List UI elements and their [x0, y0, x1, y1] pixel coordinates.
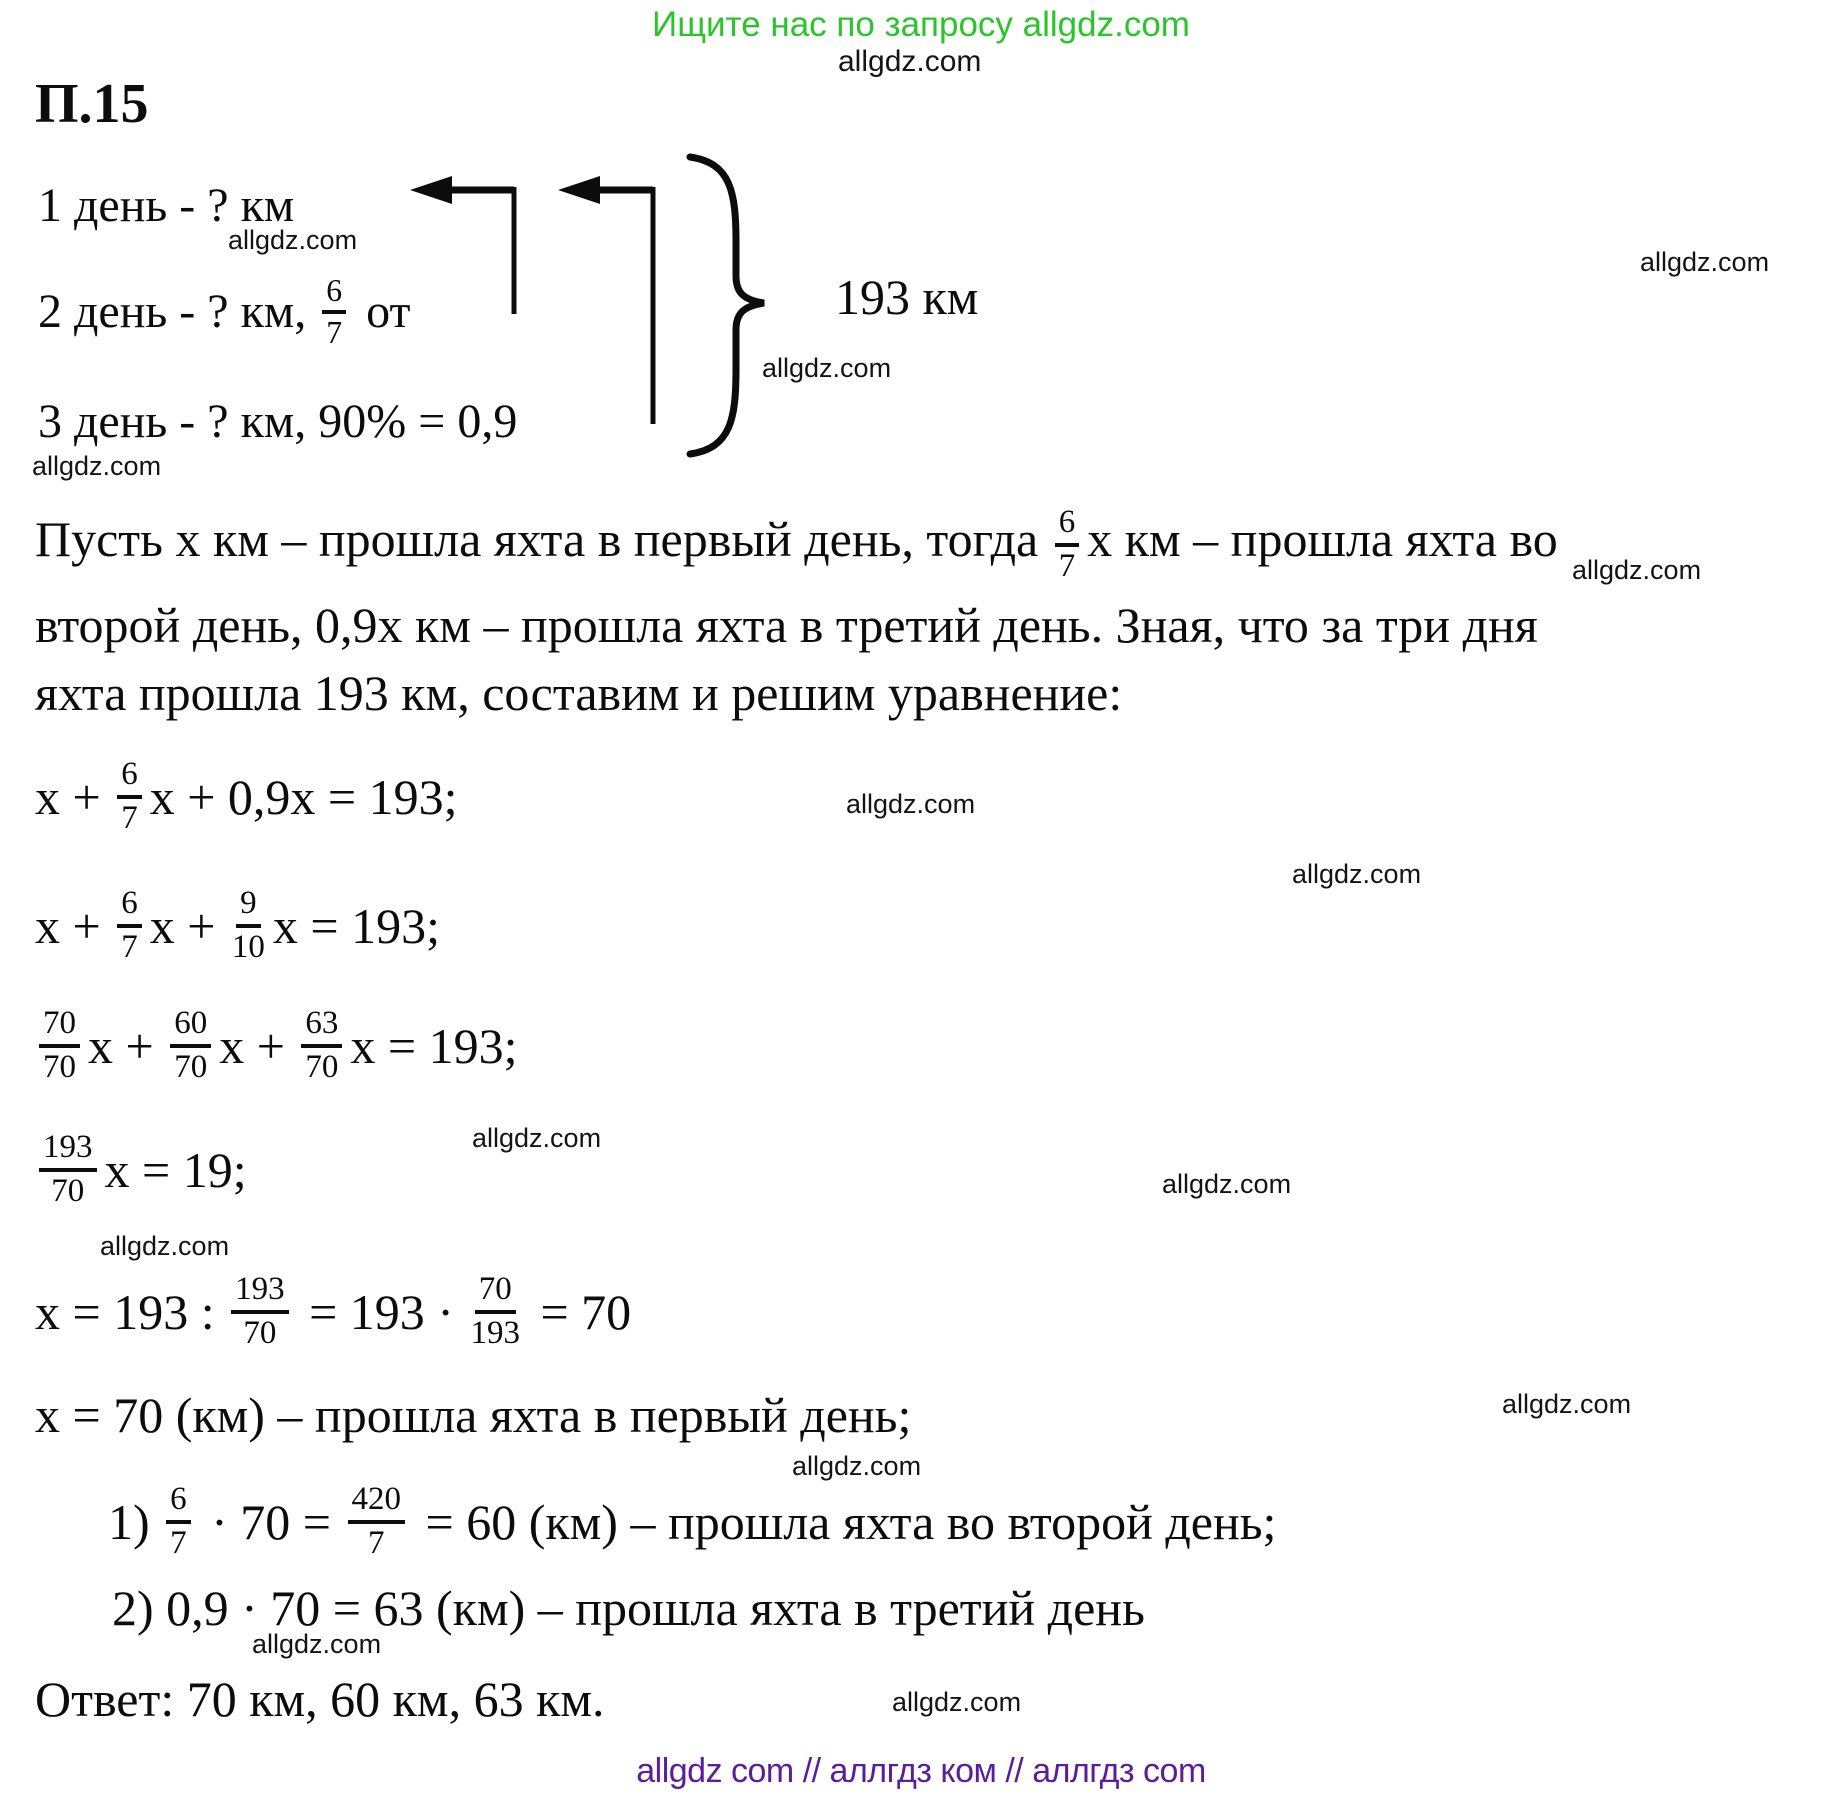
watermark: allgdz.com [1162, 1169, 1292, 1199]
footer-sites: allgdz com // аллгдз ком // аллгдз com [636, 1752, 1206, 1790]
fraction-70-70: $\frac{70}{70}$ [39, 1007, 80, 1084]
given-line-3: 3 день - ? км, 90% = 0,9 [38, 395, 518, 448]
problem-number: П.15 [35, 73, 149, 135]
watermark: allgdz.com [838, 45, 982, 78]
fraction-6-7: $\frac{6}{7}$ [166, 1483, 191, 1560]
watermark: allgdz.com [100, 1231, 230, 1261]
site-banner: Ищите нас по запросу allgdz.com [652, 5, 1190, 44]
equation-2: х + $\frac{6}{7}$ х + $\frac{9}{10}$ х = 193; [35, 885, 440, 965]
fraction-6-7: $\frac{6}{7}$ [1055, 506, 1080, 583]
equation-3: $\frac{70}{70}$ х + $\frac{60}{70}$ х + $\frac{63}{70}$ х = 193; [35, 996, 518, 1096]
fraction-420-7: $\frac{420}{7}$ [348, 1483, 406, 1560]
given-line-2-suffix: от [354, 285, 411, 338]
given-line-2 [38, 262, 410, 362]
watermark: allgdz.com [792, 1451, 922, 1481]
step-2: 2) 0,9 · 70 = 63 (км) – прошла яхта в третий день [112, 1580, 1145, 1636]
fraction-193-70: $\frac{193}{70}$ [39, 1131, 97, 1208]
paragraph-line-2: второй день, 0,9х км – прошла яхта в третий день. Зная, что за три дня [35, 597, 1538, 653]
fraction-6-7: $\frac{6}{7}$ [117, 758, 142, 835]
watermark: allgdz.com [472, 1123, 602, 1153]
fraction-60-70: $\frac{60}{70}$ [170, 1007, 211, 1084]
total-distance: 193 км [835, 269, 979, 325]
fraction-193-70: $\frac{193}{70}$ [231, 1273, 289, 1350]
equation-1: х + $\frac{6}{7}$ х + 0,9х = 193; [35, 756, 458, 836]
watermark: allgdz.com [762, 353, 892, 383]
fraction-9-10: $\frac{9}{10}$ [231, 885, 265, 965]
watermark: allgdz.com [1502, 1389, 1632, 1419]
equation-4: $\frac{193}{70}$ х = 19; [35, 1120, 247, 1220]
equation-5: х = 193 : $\frac{193}{70}$ = 193 · $\frac{70}{193}$ = 70 [35, 1271, 632, 1351]
given-line-2-text: 2 день - ? км, [38, 285, 319, 338]
watermark: allgdz.com [32, 451, 162, 481]
step-1: 1) $\frac{6}{7}$ · 70 = $\frac{420}{7}$ = 60 (км) – прошла яхта во второй день; [108, 1481, 1277, 1561]
left-arrow-icon [410, 176, 514, 314]
left-arrow-icon [558, 176, 653, 424]
given-line-1: 1 день - ? км [38, 179, 295, 232]
fraction-70-193: $\frac{70}{193}$ [470, 1271, 520, 1351]
fraction-6-7: $\frac{6}{7}$ [322, 275, 346, 350]
result-line: х = 70 (км) – прошла яхта в первый день; [35, 1387, 912, 1443]
watermark: allgdz.com [846, 789, 976, 819]
watermark: allgdz.com [892, 1687, 1022, 1717]
curly-brace-icon [690, 157, 764, 454]
watermark: allgdz.com [228, 225, 358, 255]
fraction-6-7: $\frac{6}{7}$ [117, 887, 142, 964]
fraction-63-70: $\frac{63}{70}$ [301, 1007, 342, 1084]
answer-line: Ответ: 70 км, 60 км, 63 км. [35, 1671, 605, 1727]
paragraph-line-1: Пусть х км – прошла яхта в первый день, тогда $\frac{6}{7}$ х км – прошла яхта во [35, 504, 1558, 584]
watermark: allgdz.com [252, 1629, 382, 1659]
watermark: allgdz.com [1572, 555, 1702, 585]
watermark: allgdz.com [1640, 247, 1770, 277]
watermark: allgdz.com [1292, 859, 1422, 889]
diagram-arrows-graphic [380, 140, 800, 470]
paragraph-line-3: яхта прошла 193 км, составим и решим уравнение: [35, 665, 1123, 721]
